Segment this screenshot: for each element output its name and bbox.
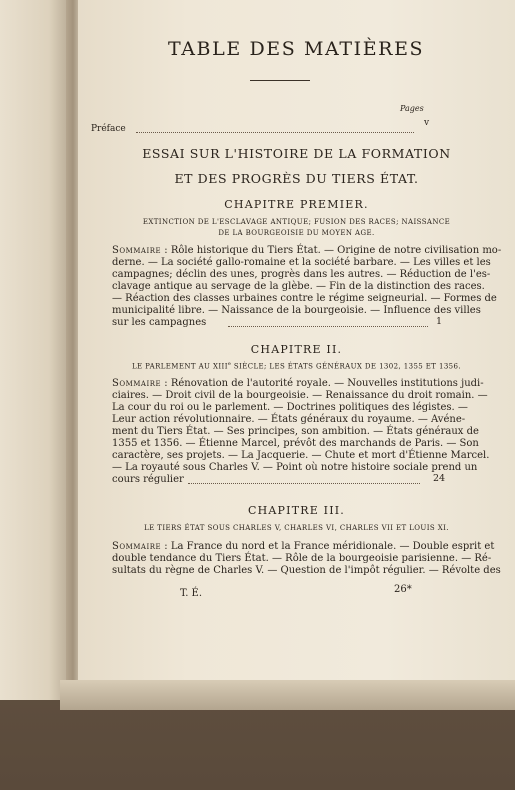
chapter-2-summary-line: La cour du roi ou le parlement. — Doctrines politiques des légistes. — — [112, 402, 468, 413]
sheet-number: 26* — [394, 584, 412, 595]
preface-label: Préface — [91, 124, 126, 134]
chapter-3-summary-line: sultats du règne de Charles V. — Question de l'impôt régulier. — Révolte des — [112, 565, 501, 576]
chapter-1-summary-line: — Réaction des classes urbaines contre le régime seigneurial. — Formes de — [112, 293, 497, 304]
chapter-1-summary-line: municipalité libre. — Naissance de la bourgeoisie. — Influence des villes — [112, 305, 481, 316]
chapter-3-subtitle: LE TIERS ÉTAT SOUS CHARLES V, CHARLES VI, CHARLES VII ET LOUIS XI. — [144, 524, 449, 532]
signature-mark: T. É. — [180, 588, 203, 599]
chapter-1-page: 1 — [436, 316, 443, 327]
preface-leader — [136, 132, 414, 133]
chapter-1-leader — [228, 326, 428, 327]
chapter-1-subtitle-2: DE LA BOURGEOISIE DU MOYEN AGE. — [218, 229, 375, 237]
preface-page: v — [424, 118, 430, 128]
chapter-2-heading: CHAPITRE II. — [250, 343, 343, 356]
chapter-2-summary-line: 1355 et 1356. — Étienne Marcel, prévôt des marchands de Paris. — Son — [112, 438, 479, 449]
chapter-2-subtitle: LE PARLEMENT AU XIIIe SIÈCLE; LES ÉTATS GÉNÉRAUX DE 1302, 1355 ET 1356. — [131, 361, 462, 371]
essay-title-line-2: ET DES PROGRÈS DU TIERS ÉTAT. — [174, 171, 419, 186]
chapter-2-leader — [188, 483, 420, 484]
chapter-2-page: 24 — [433, 473, 446, 484]
chapter-1-summary-line: clavage antique au servage de la glèbe. — Fin de la distinction des races. — [112, 281, 485, 292]
chapter-3-heading: CHAPITRE III. — [248, 504, 345, 517]
chapter-1-heading: CHAPITRE PREMIER. — [224, 198, 369, 211]
pages-column-label: Pages — [400, 104, 424, 113]
chapter-3-summary-line: double tendance du Tiers État. — Rôle de la bourgeoisie parisienne. — Ré- — [112, 553, 492, 564]
chapter-1-summary-line: Sommaire : Rôle historique du Tiers État. — Origine de notre civilisation mo- — [112, 245, 502, 256]
chapter-3-summary-line: Sommaire : La France du nord et la France méridionale. — Double esprit et — [112, 541, 495, 552]
chapter-1-summary-line: campagnes; déclin des unes, progrès dans les autres. — Réduction de l'es- — [112, 269, 491, 280]
left-page-edge — [0, 0, 70, 700]
title-rule — [250, 80, 310, 81]
chapter-2-summary-line: cours régulier — [112, 474, 184, 485]
page-title: TABLE DES MATIÈRES — [168, 38, 425, 60]
chapter-1-summary-line: derne. — La société gallo-romaine et la société barbare. — Les villes et les — [112, 257, 491, 268]
chapter-2-summary-line: ciaires. — Droit civil de la bourgeoisie. — Renaissance du droit romain. — — [112, 390, 488, 401]
chapter-2-summary-line: — La royauté sous Charles V. — Point où notre histoire sociale prend un — [112, 462, 478, 473]
page-stack-edge — [60, 680, 515, 710]
chapter-1-subtitle-1: EXTINCTION DE L'ESCLAVAGE ANTIQUE; FUSION DES RACES; NAISSANCE — [142, 218, 451, 226]
essay-title-line-1: ESSAI SUR L'HISTOIRE DE LA FORMATION — [142, 146, 451, 161]
chapter-2-summary-line: caractère, ses projets. — La Jacquerie. — Chute et mort d'Étienne Marcel. — [112, 450, 490, 461]
chapter-1-summary-line: sur les campagnes — [112, 317, 207, 328]
left-page-bleed — [4, 0, 64, 700]
chapter-2-summary-line: Leur action révolutionnaire. — États généraux du royaume. — Avéne- — [112, 414, 466, 425]
chapter-2-summary-line: ment du Tiers État. — Ses principes, son ambition. — États généraux de — [112, 426, 479, 437]
right-page — [78, 0, 515, 680]
chapter-2-summary-line: Sommaire : Rénovation de l'autorité royale. — Nouvelles institutions judi- — [112, 378, 484, 389]
